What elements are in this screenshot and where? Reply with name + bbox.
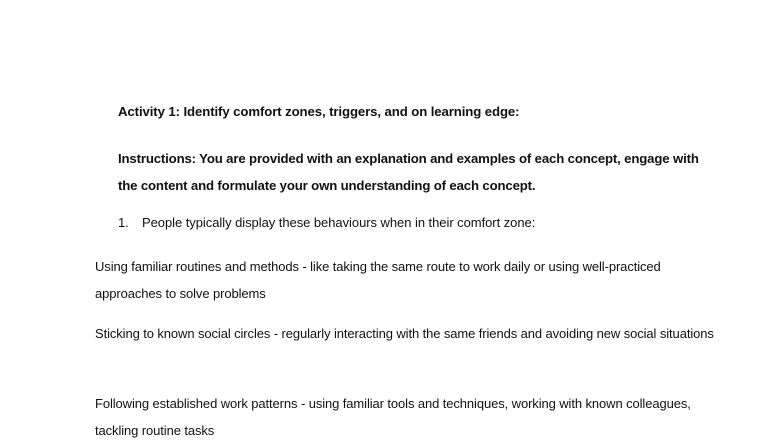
list-number: 1.: [118, 215, 129, 230]
behaviour-paragraph-work: Following established work patterns - using familiar tools and techniques, working with known colleagues, tackling routine tasks: [95, 396, 691, 438]
behaviour-paragraph-social: Sticking to known social circles - regularly interacting with the same friends and avoiding new social situations: [95, 326, 714, 341]
instructions-paragraph: Instructions: You are provided with an explanation and examples of each concept, engage with the content and formulate your own understanding of each concept.: [118, 151, 699, 193]
activity-heading: Activity 1: Identify comfort zones, triggers, and on learning edge:: [118, 104, 520, 119]
list-item-text: People typically display these behaviours when in their comfort zone:: [142, 215, 536, 230]
behaviour-paragraph-routines: Using familiar routines and methods - like taking the same route to work daily or using well-practiced approaches to solve problems: [95, 259, 661, 301]
numbered-list-item: [118, 214, 535, 232]
